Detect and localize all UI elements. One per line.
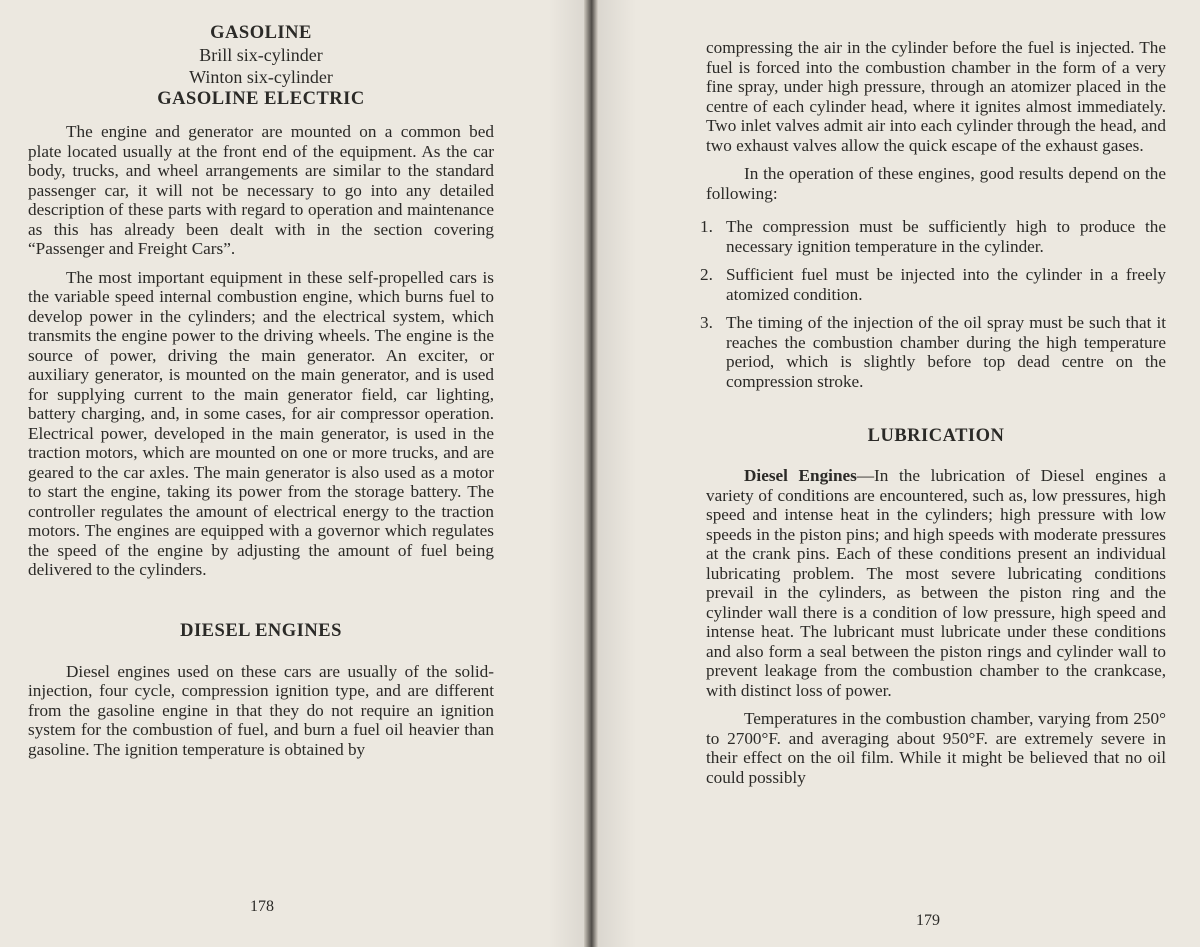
paragraph-good-results: In the operation of these engines, good results depend on the following:: [706, 164, 1166, 203]
paragraph-diesel-lubrication: [706, 466, 1166, 700]
left-text-column: [28, 22, 494, 759]
list-number: 3.: [700, 313, 713, 332]
run-in-heading: Diesel Engines: [744, 466, 857, 485]
list-item: [700, 313, 1166, 391]
page-number-right: 179: [916, 912, 940, 929]
list-item-text: Sufficient fuel must be injected into the cylinder in a freely atomized condition.: [726, 265, 1166, 304]
list-item: [700, 217, 1166, 256]
list-number: 1.: [700, 217, 713, 236]
subheading-brill: Brill six-cylinder: [199, 45, 323, 65]
subheading-winton: Winton six-cylinder: [189, 67, 333, 87]
heading-gasoline-electric: GASOLINE ELECTRIC: [157, 89, 365, 109]
page-curl-shadow: [548, 0, 588, 947]
heading-diesel-engines: DIESEL ENGINES: [180, 620, 342, 641]
list-item-text: The timing of the injection of the oil spray must be such that it reaches the combustion chamber during the high temperature period, which is slightly before top dead centre on the compression stroke.: [726, 313, 1166, 391]
paragraph-important-equipment: The most important equipment in these self-propelled cars is the variable speed internal combustion engine, which burns fuel to develop power in the cylinders; and the electrical system, which transmits the engine power to the driving wheels. The engine is the source of power, driving the main generator. An exciter, or auxiliary generator, is mounted on the main generator, and is used for supplying current to the main generator field, car lighting, battery charging, and, in some cases, for air compressor operation. Electrical power, developed in the main generator, is used in the traction motors, which are mounted on one or more trucks, and are geared to the car axles. The main generator is also used as a motor to start the engine, taking its power from the storage battery. The controller regulates the amount of electrical energy to the traction motors. The engines are equipped with a governor which regulates the speed of the engine by adjusting the amount of fuel being delivered to the cylinders.: [28, 267, 494, 579]
page-number-left: 178: [250, 898, 274, 915]
paragraph-temperatures: Temperatures in the combustion chamber, varying from 250° to 2700°F. and averaging about 950°F. are extremely severe in their effect on the oil film. While it might be believed that no oil could possibly: [706, 709, 1166, 787]
right-page: [596, 0, 1200, 947]
right-text-column: [700, 38, 1166, 787]
paragraph-engine-generator: The engine and generator are mounted on a common bed plate located usually at the front end of the equipment. As the car body, trucks, and wheel arrangements are similar to the standard passenger car, it will not be necessary to go into any detailed description of these parts with regard to operation and maintenance as this has already been dealt with in the section covering “Passenger and Freight Cars”.: [28, 122, 494, 258]
page-curl-shadow: [596, 0, 636, 947]
list-item: [700, 265, 1166, 304]
left-page: [0, 0, 588, 947]
paragraph-diesel-engines: Diesel engines used on these cars are usually of the solid-injection, four cycle, compression ignition type, and are different from the gasoline engine in that they do not require an ignition system for the combustion of fuel, and burn a fuel oil heavier than gasoline. The ignition temperature is obtained by: [28, 661, 494, 759]
lubrication-text: —In the lubrication of Diesel engines a variety of conditions are encountered, such as, low pressures, high speed and intense heat in the cylinders; high pressure with low speeds in the piston pins; and high speeds with moderate pressures at the crank pins. Each of these conditions present an individual lubricating problem. The most severe lubricating conditions prevail in the cylinders, as between the piston ring and the cylinder wall there is a condition of low pressure, high speed and intense heat. The lubricant must lubricate under these conditions and also form a seal between the piston rings and cylinder wall to prevent leakage from the combustion chamber to the crankcase, with distinct loss of power.: [706, 466, 1166, 700]
list-number: 2.: [700, 265, 713, 284]
list-item-text: The compression must be sufficiently high to produce the necessary ignition temperature in the cylinder.: [726, 217, 1166, 256]
heading-gasoline: GASOLINE: [210, 23, 312, 43]
book-gutter: [584, 0, 598, 947]
paragraph-compressing-air: compressing the air in the cylinder before the fuel is injected. The fuel is forced into the combustion chamber in the form of a very fine spray, under high pressure, through an atomizer placed in the centre of each cylinder head, where it ignites almost immediately. Two inlet valves admit air into each cylinder through the head, and two exhaust valves allow the quick escape of the exhaust gases.: [706, 38, 1166, 155]
conditions-list: [700, 217, 1166, 391]
heading-lubrication: LUBRICATION: [867, 426, 1005, 446]
